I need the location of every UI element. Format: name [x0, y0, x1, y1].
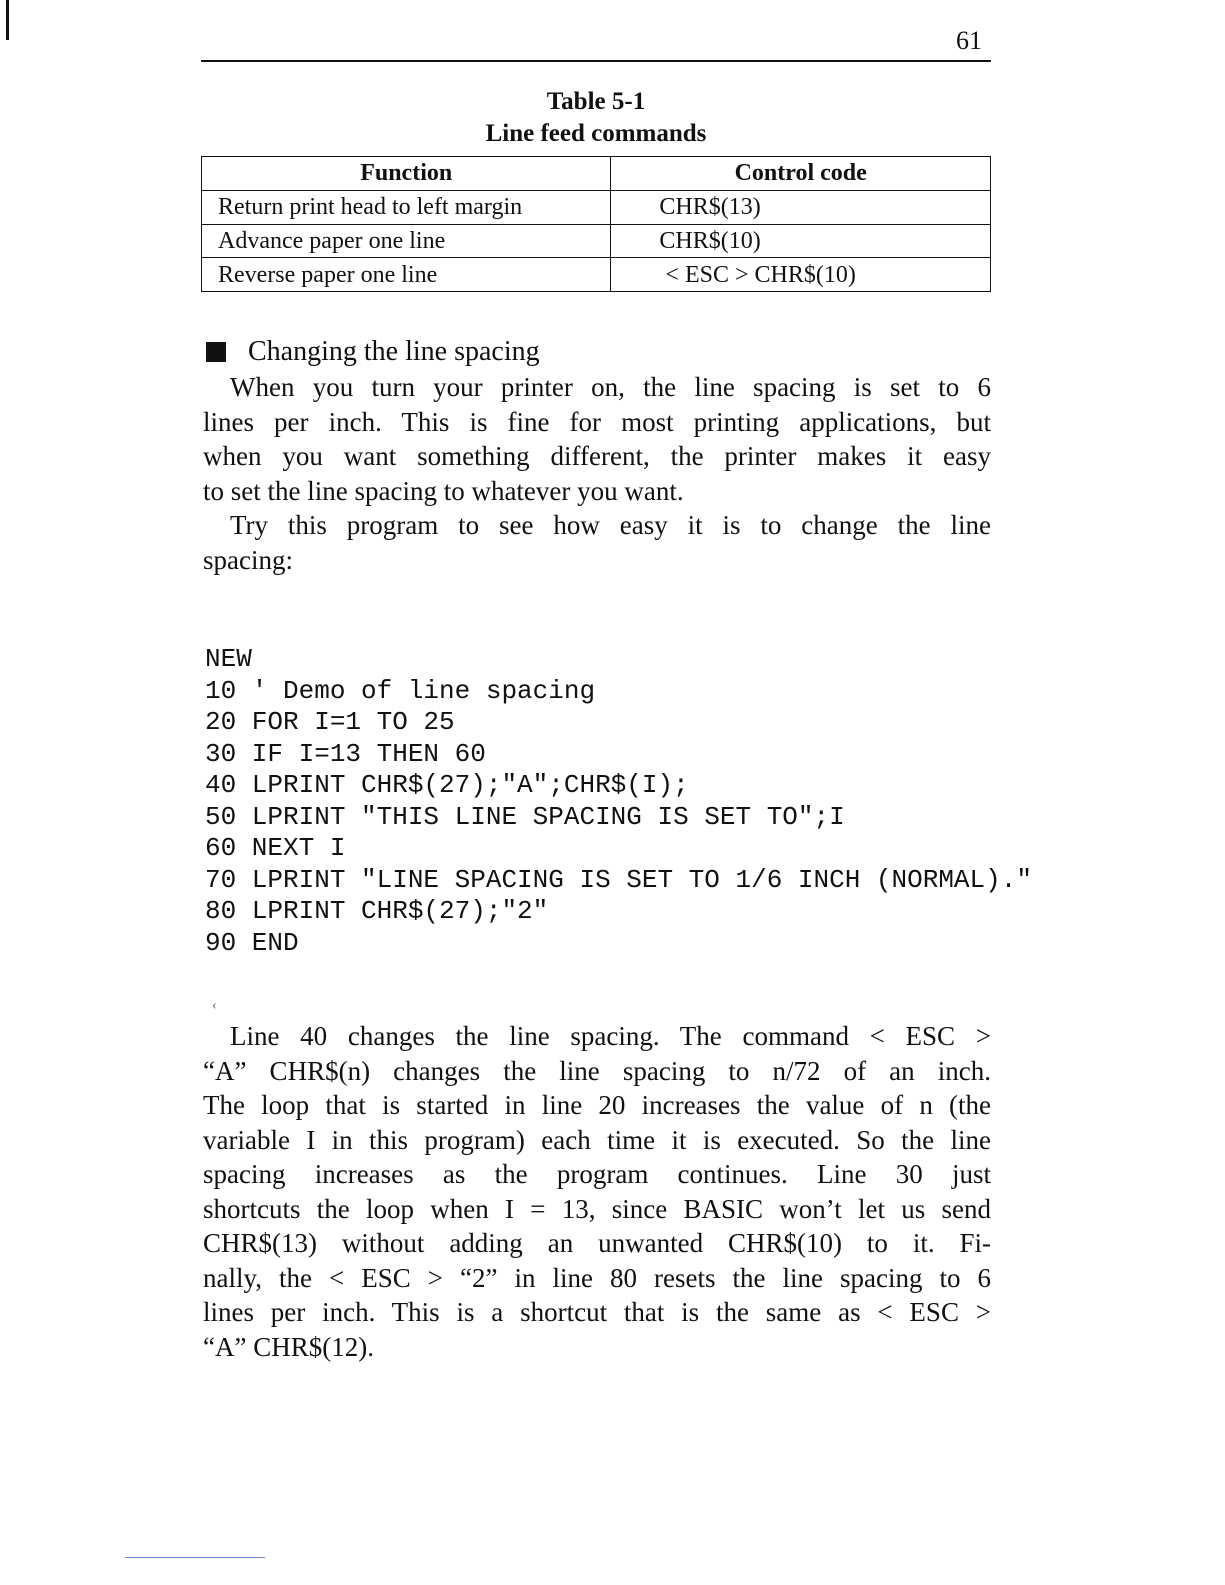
- table-header-row: [202, 157, 991, 191]
- cell-control-code: CHR$(13): [611, 190, 991, 224]
- text-line: Try this program to see how easy it is to change the line: [230, 510, 991, 540]
- header-control-code: Control code: [611, 157, 991, 191]
- cell-function: Return print head to left margin: [202, 190, 611, 224]
- table-title: Table 5-1: [546, 88, 646, 115]
- code-line: 40 LPRINT CHR$(27);"A";CHR$(I);: [205, 770, 689, 800]
- text-line: The loop that is started in line 20 increases the value of n (the: [203, 1090, 991, 1120]
- bottom-edge-line: [125, 1557, 265, 1558]
- scan-speck: ‹: [212, 998, 217, 1013]
- explanation-paragraph: [203, 1019, 991, 1364]
- table-row: [202, 190, 991, 224]
- section-heading-text: Changing the line spacing: [248, 336, 540, 367]
- text-line: variable I in this program) each time it is executed. So the line: [203, 1124, 991, 1155]
- table-row: [202, 258, 991, 292]
- basic-program-listing: [205, 644, 1032, 959]
- text-line: “A” CHR$(12).: [203, 1331, 374, 1362]
- code-line: 20 FOR I=1 TO 25: [205, 707, 455, 737]
- line-feed-commands-table: [201, 156, 991, 292]
- text-line: nally, the < ESC > “2” in line 80 resets the line spacing to 6: [203, 1262, 991, 1293]
- code-line: NEW: [205, 644, 252, 674]
- intro-paragraph: [203, 370, 991, 577]
- section-heading: [206, 336, 540, 368]
- text-line: when you want something different, the printer makes it easy: [203, 441, 991, 471]
- code-line: 50 LPRINT "THIS LINE SPACING IS SET TO";I: [205, 801, 845, 832]
- black-square-bullet-icon: [206, 342, 226, 362]
- text-line: shortcuts the loop when I = 13, since BASIC won’t let us send: [203, 1193, 991, 1224]
- cell-function: Reverse paper one line: [202, 258, 611, 292]
- code-line: 30 IF I=13 THEN 60: [205, 738, 486, 769]
- text-line: spacing:: [203, 544, 293, 575]
- scan-edge-mark: [6, 0, 9, 40]
- text-line: to set the line spacing to whatever you want.: [203, 475, 684, 506]
- table-subtitle: Line feed commands: [485, 120, 707, 147]
- text-line: Line 40 changes the line spacing. The command < ESC >: [230, 1021, 991, 1051]
- code-line: 70 LPRINT "LINE SPACING IS SET TO 1/6 INCH (NORMAL).": [205, 864, 1032, 895]
- cell-control-code: CHR$(10): [611, 224, 991, 258]
- cell-control-code: < ESC > CHR$(10): [611, 258, 991, 292]
- text-line: lines per inch. This is fine for most printing applications, but: [203, 406, 991, 437]
- text-line: CHR$(13) without adding an unwanted CHR$(10) to it. Fi-: [203, 1228, 991, 1258]
- header-rule: [201, 60, 991, 62]
- code-line: 10 ' Demo of line spacing: [205, 675, 596, 706]
- text-line: “A” CHR$(n) changes the line spacing to n/72 of an inch.: [203, 1055, 991, 1086]
- code-line: 90 END: [205, 927, 299, 958]
- code-line: 80 LPRINT CHR$(27);"2": [205, 896, 549, 926]
- cell-function: Advance paper one line: [202, 224, 611, 258]
- code-line: 60 NEXT I: [205, 833, 346, 863]
- header-function: Function: [202, 157, 611, 191]
- text-line: When you turn your printer on, the line spacing is set to 6: [230, 372, 991, 402]
- text-line: spacing increases as the program continues. Line 30 just: [203, 1159, 991, 1189]
- table-row: [202, 224, 991, 258]
- text-line: lines per inch. This is a shortcut that is the same as < ESC >: [203, 1297, 991, 1327]
- page-number: 61: [956, 26, 982, 55]
